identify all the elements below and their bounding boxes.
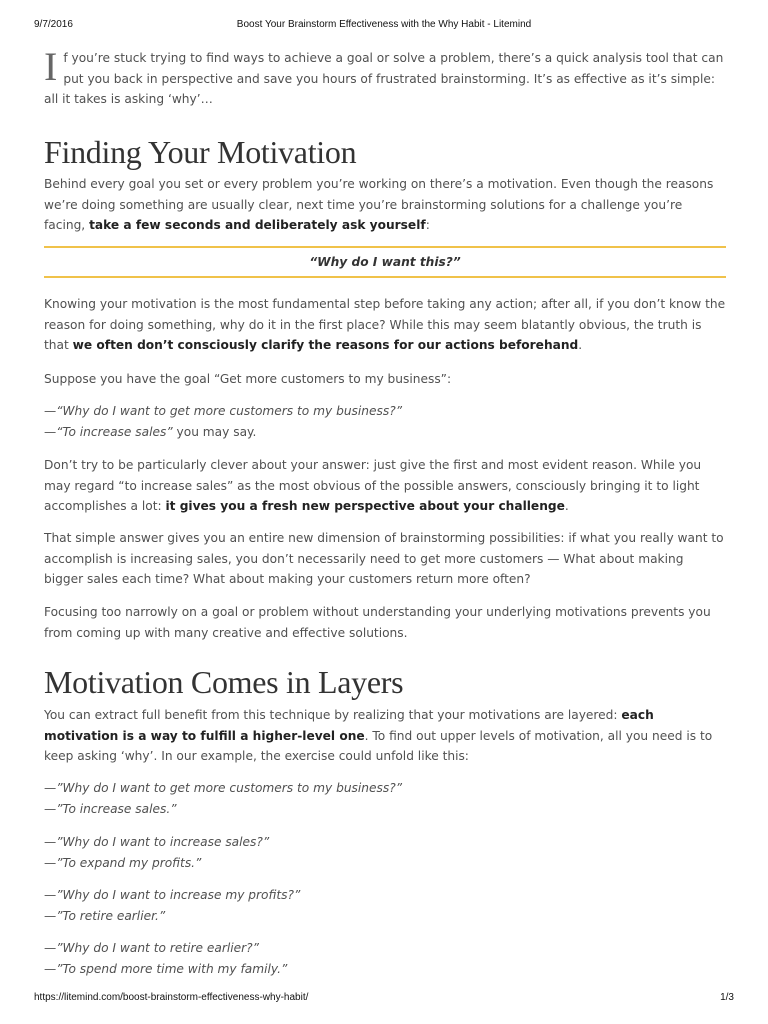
dialog-layer-1: [44, 778, 726, 819]
dialog-layer-3: [44, 885, 726, 926]
paragraph-knowing-motivation: [44, 294, 726, 356]
paragraph-bold: it gives you a fresh new perspective about your challenge: [165, 499, 565, 513]
dialog-answer: —”To retire earlier.”: [44, 908, 166, 923]
dialog-answer-rest: you may say.: [172, 424, 257, 439]
paragraph-text: Behind every goal you set or every problem you’re working on there’s a motivation. Even though the reasons we’re doing something are usually clear, next time you’re brainstorming solutions for a challenge you’re facing,: [44, 177, 714, 232]
paragraph-suppose-goal: Suppose you have the goal “Get more customers to my business”:: [44, 372, 452, 386]
paragraph-bold: each motivation is a way to fulfill a higher-level one: [44, 708, 654, 743]
intro-paragraph: [44, 44, 726, 110]
dialog-question: —”Why do I want to increase sales?”: [44, 835, 270, 849]
paragraph-bold: take a few seconds and deliberately ask yourself: [89, 218, 426, 232]
paragraph-end: .: [564, 499, 569, 513]
dialog-answer-quote: —“To increase sales”: [44, 424, 173, 439]
intro-text: f you’re stuck trying to find ways to achieve a goal or solve a problem, there’s a quick analysis tool that can put you back in perspective and save you hours of frustrated brainstorming. It’s as effective as it’s simple: all it takes is asking ‘why’…: [44, 51, 724, 106]
print-header: [34, 19, 734, 33]
paragraph-end: . To find out upper levels of motivation, all you need is to keep asking ‘why’. In our example, the exercise could unfold like this:: [44, 728, 713, 763]
print-footer: [34, 992, 734, 1006]
section-heading-motivation-layers: Motivation Comes in Layers: [44, 664, 404, 700]
paragraph-text: You can extract full benefit from this technique by realizing that your motivations are layered:: [44, 708, 622, 722]
paragraph-end: :: [425, 218, 430, 232]
print-date: 9/7/2016: [34, 19, 73, 30]
dialog-answer: [44, 422, 726, 443]
dialog-question: —”Why do I want to retire earlier?”: [44, 941, 259, 955]
paragraph-dont-be-clever: [44, 455, 726, 517]
dialog-answer: —”To spend more time with my family.”: [44, 961, 288, 976]
callout-why-do-i-want-this: “Why do I want this?”: [44, 246, 726, 278]
paragraph-bold: we often don’t consciously clarify the reasons for our actions beforehand: [72, 338, 579, 352]
paragraph-text: Don’t try to be particularly clever about your answer: just give the first and most evident reason. While you may regard “to increase sales” as the most obvious of the possible answers, consciously bringing it to light accomplishes a lot:: [44, 458, 702, 513]
print-page-number: 1/3: [720, 992, 734, 1003]
dialog-question: —”Why do I want to get more customers to my business?”: [44, 781, 403, 795]
drop-cap: I: [44, 44, 58, 89]
dialog-answer: —”To expand my profits.”: [44, 855, 202, 870]
paragraph-behind-every-goal: [44, 174, 726, 236]
paragraph-extract-full-benefit: [44, 705, 726, 767]
dialog-question: —”Why do I want to increase my profits?”: [44, 888, 301, 902]
print-page-title: Boost Your Brainstorm Effectiveness with the Why Habit - Litemind: [236, 19, 532, 30]
section-heading-finding-motivation: Finding Your Motivation: [44, 134, 357, 170]
paragraph-end: .: [578, 338, 583, 352]
dialog-answer: —”To increase sales.”: [44, 801, 177, 816]
paragraph-simple-answer: That simple answer gives you an entire new dimension of brainstorming possibilities: if what you really want to accomplish is increasing sales, you don’t necessarily need to get more customers — What about making bigger sales each time? What about making your customers return more often?: [44, 531, 724, 586]
dialog-question: —“Why do I want to get more customers to my business?”: [44, 404, 403, 418]
print-url: https://litemind.com/boost-brainstorm-effectiveness-why-habit/: [34, 992, 309, 1003]
paragraph-focusing-too-narrowly: Focusing too narrowly on a goal or problem without understanding your underlying motivations prevents you from coming up with many creative and effective solutions.: [44, 605, 711, 640]
dialog-example-1: [44, 401, 726, 442]
dialog-layer-4: [44, 938, 726, 979]
dialog-layer-2: [44, 832, 726, 873]
paragraph-text: Knowing your motivation is the most fundamental step before taking any action; after all, if you don’t know the reason for doing something, why do it in the first place? While this may seem blatantly obvious, the truth is that: [44, 297, 726, 352]
